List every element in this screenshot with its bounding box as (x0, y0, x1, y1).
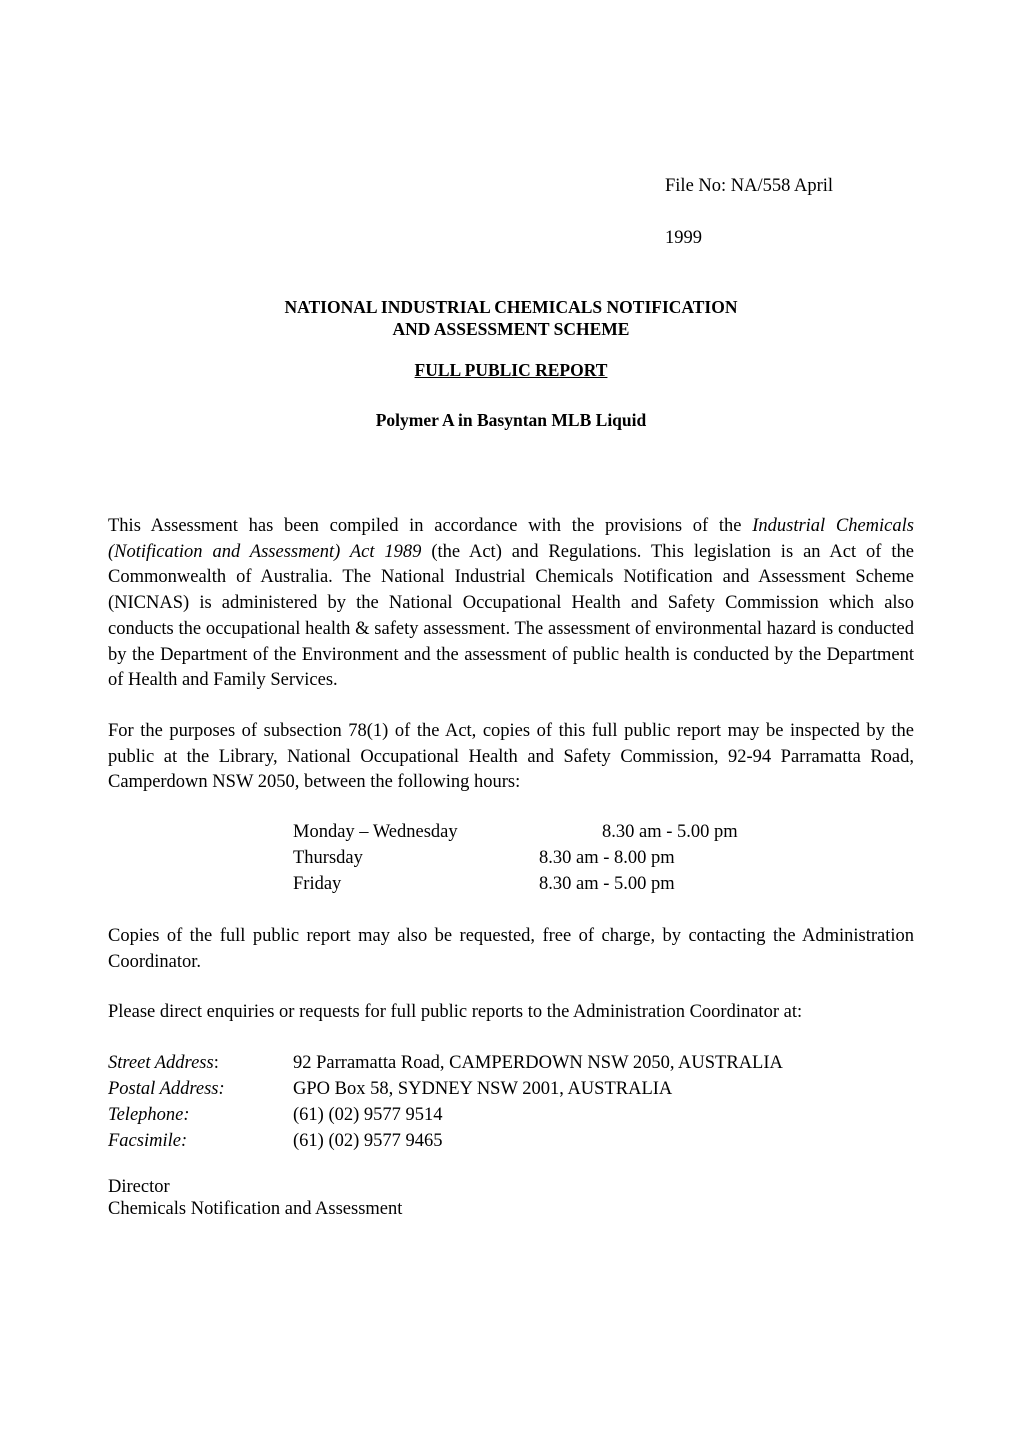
street-address-value: 92 Parramatta Road, CAMPERDOWN NSW 2050, AUSTRALIA (293, 1053, 783, 1073)
signatory-title: Director (108, 1177, 170, 1197)
hours-time: 8.30 am - 5.00 pm (539, 874, 675, 894)
act-title: Industrial Chemicals (Notification and Assessment) Act 1989 (108, 516, 914, 562)
org-name-line-1: NATIONAL INDUSTRIAL CHEMICALS NOTIFICATION (284, 297, 738, 317)
telephone-label: Telephone: (108, 1105, 190, 1125)
file-number: File No: NA/558 April (665, 176, 834, 196)
chemical-name: Polymer A in Basyntan MLB Liquid (375, 410, 647, 430)
org-name-line-2: AND ASSESSMENT SCHEME (392, 319, 630, 339)
street-address-label: Street Address: (108, 1053, 219, 1073)
copies-paragraph: Copies of the full public report may also be requested, free of charge, by contacting the Administration Coordinator. (108, 926, 914, 972)
signatory-department: Chemicals Notification and Assessment (108, 1199, 403, 1219)
postal-address-value: GPO Box 58, SYDNEY NSW 2001, AUSTRALIA (293, 1079, 673, 1099)
enquiries-paragraph: Please direct enquiries or requests for full public reports to the Administration Coordinator at: (108, 1002, 803, 1022)
facsimile-value: (61) (02) 9577 9465 (293, 1131, 443, 1151)
assessment-paragraph-start: This Assessment has been compiled in accordance with the provisions of the (108, 516, 753, 536)
hours-day: Thursday (293, 848, 363, 868)
hours-day: Friday (293, 874, 342, 894)
hours-time: 8.30 am - 5.00 pm (602, 822, 738, 842)
assessment-paragraph-end: (the Act) and Regulations. This legislation is an Act of the Commonwealth of Australia. The National Industrial Chemicals Notification and Assessment Scheme (NICNAS) is administered by the National Occupational Health and Safety Commission which also conducts the occupational health & safety assessment. The assessment of environmental hazard is conducted by the Department of the Environment and the assessment of public health is conducted by the Department of Health and Family Services. (108, 541, 914, 691)
assessment-paragraph (108, 514, 914, 694)
report-type-heading: FULL PUBLIC REPORT (414, 360, 608, 380)
file-year: 1999 (665, 228, 702, 248)
hours-time: 8.30 am - 8.00 pm (539, 848, 675, 868)
hours-day: Monday – Wednesday (293, 822, 458, 842)
facsimile-label: Facsimile: (108, 1131, 188, 1151)
inspection-paragraph: For the purposes of subsection 78(1) of the Act, copies of this full public report may be inspected by the public at the Library, National Occupational Health and Safety Commission, 92-94 Parramatta Road, Camperdown NSW 2050, between the following hours: (108, 721, 914, 793)
postal-address-label: Postal Address: (108, 1079, 225, 1099)
telephone-value: (61) (02) 9577 9514 (293, 1105, 443, 1125)
